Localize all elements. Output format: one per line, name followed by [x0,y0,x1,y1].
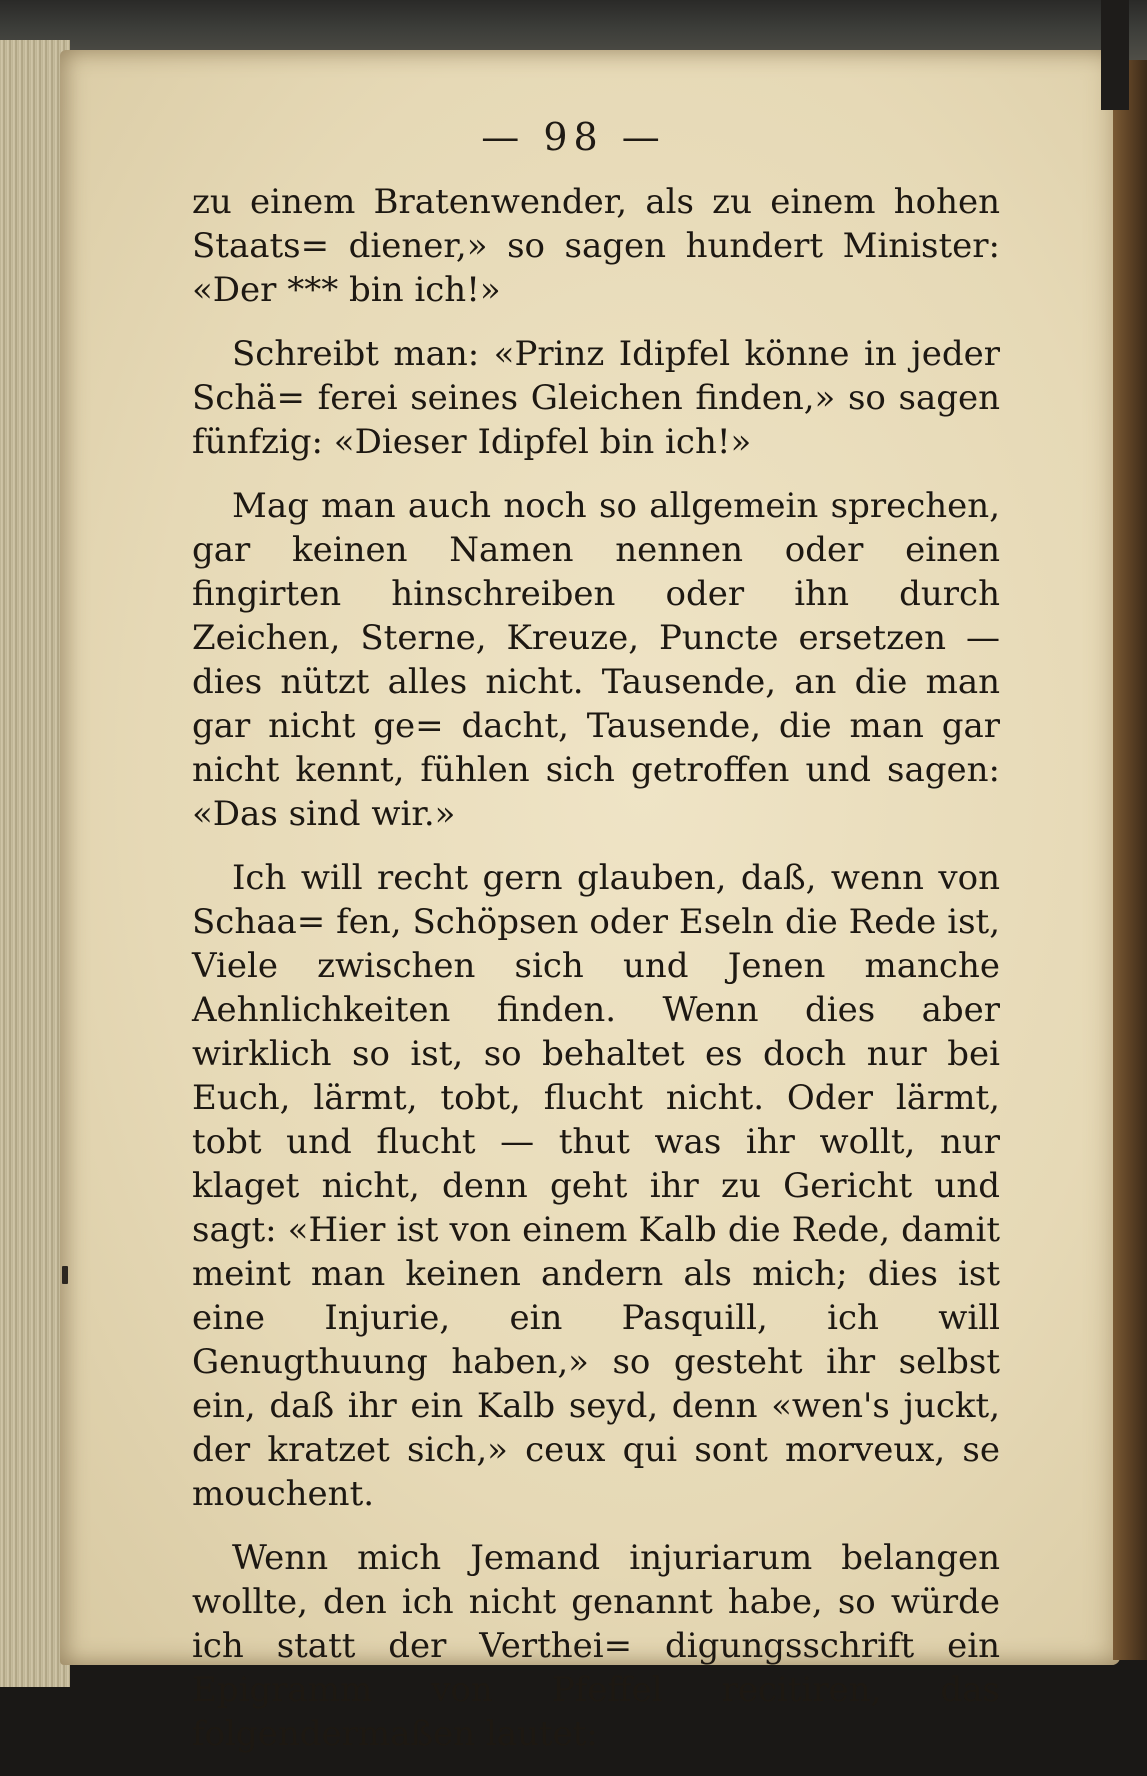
margin-mark [62,1266,68,1284]
page-body [192,180,1000,1776]
paragraph: Schreibt man: «Prinz Idipfel könne in jeder Schä= ferei seines Gleichen finden,» so sagen fünfzig: «Dieser Idipfel bin ich!» [192,334,1000,462]
paragraph: Wenn mich Jemand injuriarum belangen wollte, den ich nicht genannt habe, so würde ich statt der Verthei= digungsschrift ein Epigramm von Pfeffel recitiren, das folgendermaßen lautet: [192,1538,1000,1754]
page-number: — 98 — [481,115,666,159]
book-cover-right [1113,60,1147,1660]
paragraph: Ich will recht gern glauben, daß, wenn von Schaa= fen, Schöpsen oder Eseln die Rede ist, Viele zwischen sich und Jenen manche Aehnlichkeiten finden. Wenn dies aber wirklich so ist, so behaltet es doch nur bei Euch, lärmt, tobt, flucht nicht. Oder lärmt, tobt und flucht — thut was ihr wollt, nur klaget nicht, denn geht ihr zu Gericht und sagt: «Hier ist von einem Kalb die Rede, damit meint man keinen andern als mich; dies ist eine Injurie, ein Pasquill, ich will Genugthuung haben,» so gesteht ihr selbst ein, daß ihr ein Kalb seyd, denn «wen's juckt, der kratzet sich,» ceux qui sont morveux, se mouchent. [192,858,1000,1514]
book-corner [1101,0,1129,110]
paragraph: Mag man auch noch so allgemein sprechen, gar keinen Namen nennen oder einen fingirten hinschreiben oder ihn durch Zeichen, Sterne, Kreuze, Puncte ersetzen — dies nützt alles nicht. Tausende, an die man gar nicht ge= dacht, Tausende, die man gar nicht kennt, fühlen sich getroffen und sagen: «Das sind wir.» [192,486,1000,834]
paragraph: zu einem Bratenwender, als zu einem hohen Staats= diener,» so sagen hundert Minister: «Der *** bin ich!» [192,182,1000,310]
